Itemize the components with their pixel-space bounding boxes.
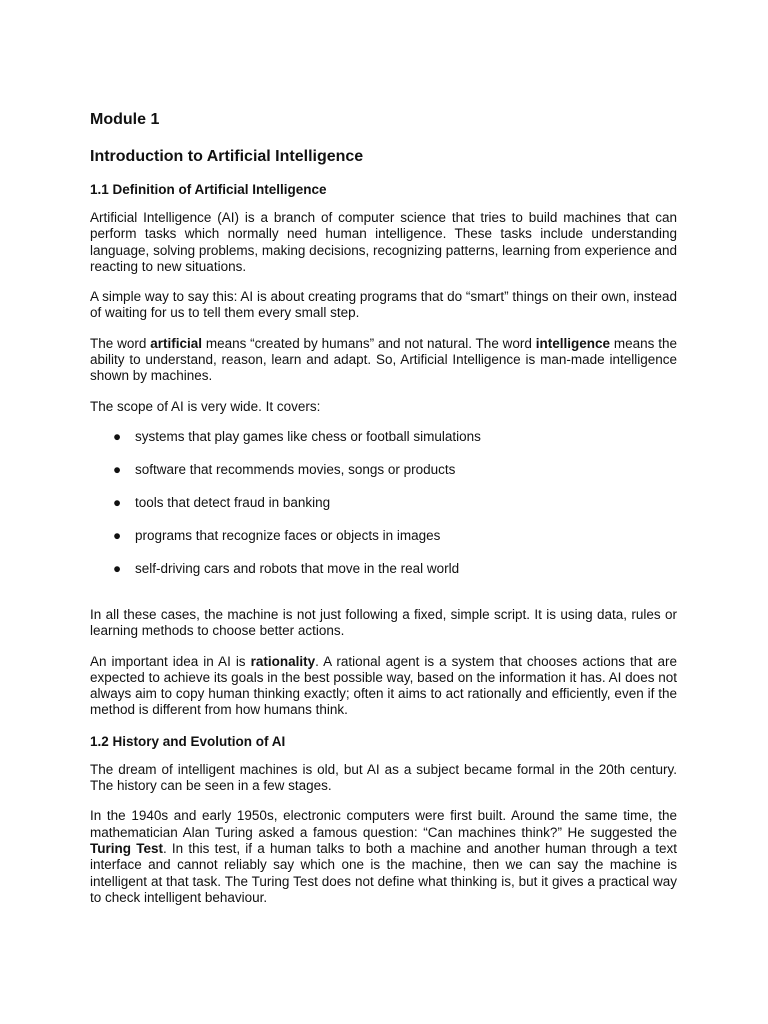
paragraph-turing: [90, 808, 677, 906]
text-run: An important idea in AI is: [90, 653, 251, 669]
text-run: In the 1940s and early 1950s, electronic computers were first built. Around the same time, the mathematician Alan Turing asked a famous question: “Can machines think?” He suggested the: [90, 808, 677, 840]
list-item-text: systems that play games like chess or football simulations: [135, 428, 481, 444]
bullet-icon: ●: [113, 494, 122, 510]
paragraph-scope-intro: The scope of AI is very wide. It covers:: [90, 398, 321, 414]
text-run: The word: [90, 335, 151, 351]
list-item-text: software that recommends movies, songs or products: [135, 461, 456, 477]
list-item-text: programs that recognize faces or objects in images: [135, 527, 441, 543]
bullet-icon: ●: [113, 428, 122, 444]
bold-term-intelligence: intelligence: [535, 335, 611, 351]
list-item-text: self-driving cars and robots that move in the real world: [135, 560, 460, 576]
text-run: . In this test, if a human talks to both a machine and another human through a text interface and cannot reliably say which one is the machine, then we can say the machine is intelligent at that task. The Turing Test does not define what thinking is, but it gives a practical way to check intelligent behaviour.: [90, 840, 677, 905]
text-run: . A rational agent is a system that chooses actions that are expected to achieve its goals in the best possible way, based on the information it has. AI does not always aim to copy human thinking exactly; often it aims to act rationally and efficiently, even if the method is different from how humans think.: [90, 653, 677, 718]
list-item: [90, 495, 677, 511]
paragraph-all-cases: In all these cases, the machine is not just following a fixed, simple script. It is using data, rules or learning methods to choose better actions.: [90, 606, 677, 639]
paragraph-rationality: [90, 654, 677, 719]
paragraph-definition: Artificial Intelligence (AI) is a branch of computer science that tries to build machines that can perform tasks which normally need human intelligence. These tasks include understanding language, solving problems, making decisions, recognizing patterns, learning from experience and reacting to new situations.: [90, 210, 677, 274]
document-page: [90, 110, 677, 920]
bold-term-rationality: rationality: [250, 653, 316, 669]
chapter-title: Introduction to Artificial Intelligence: [90, 148, 364, 165]
scope-bullet-list: [90, 429, 677, 577]
spacer: [90, 594, 677, 607]
section-heading-1-1: 1.1 Definition of Artificial Intelligence: [90, 182, 327, 197]
bullet-icon: ●: [113, 461, 122, 477]
module-title: Module 1: [90, 111, 160, 128]
list-item: [90, 429, 677, 445]
list-item: [90, 528, 677, 544]
list-item: [90, 462, 677, 478]
bold-term-turing-test: Turing Test: [90, 840, 163, 856]
bullet-icon: ●: [113, 527, 122, 543]
paragraph-word-meaning: [90, 336, 677, 385]
text-run: means “created by humans” and not natural. The word: [201, 335, 536, 351]
bullet-icon: ●: [113, 560, 122, 576]
list-item: [90, 561, 677, 577]
list-item-text: tools that detect fraud in banking: [135, 494, 331, 510]
text-run: means the ability to understand, reason, learn and adapt. So, Artificial Intelligence is man-made intelligence shown by machines.: [90, 335, 678, 384]
paragraph-history-intro: The dream of intelligent machines is old, but AI as a subject became formal in the 20th century. The history can be seen in a few stages.: [90, 761, 677, 794]
section-heading-1-2: 1.2 History and Evolution of AI: [90, 733, 286, 749]
bold-term-artificial: artificial: [150, 335, 202, 351]
paragraph-simple-way: A simple way to say this: AI is about creating programs that do “smart” things on their own, instead of waiting for us to tell them every small step.: [90, 289, 677, 321]
